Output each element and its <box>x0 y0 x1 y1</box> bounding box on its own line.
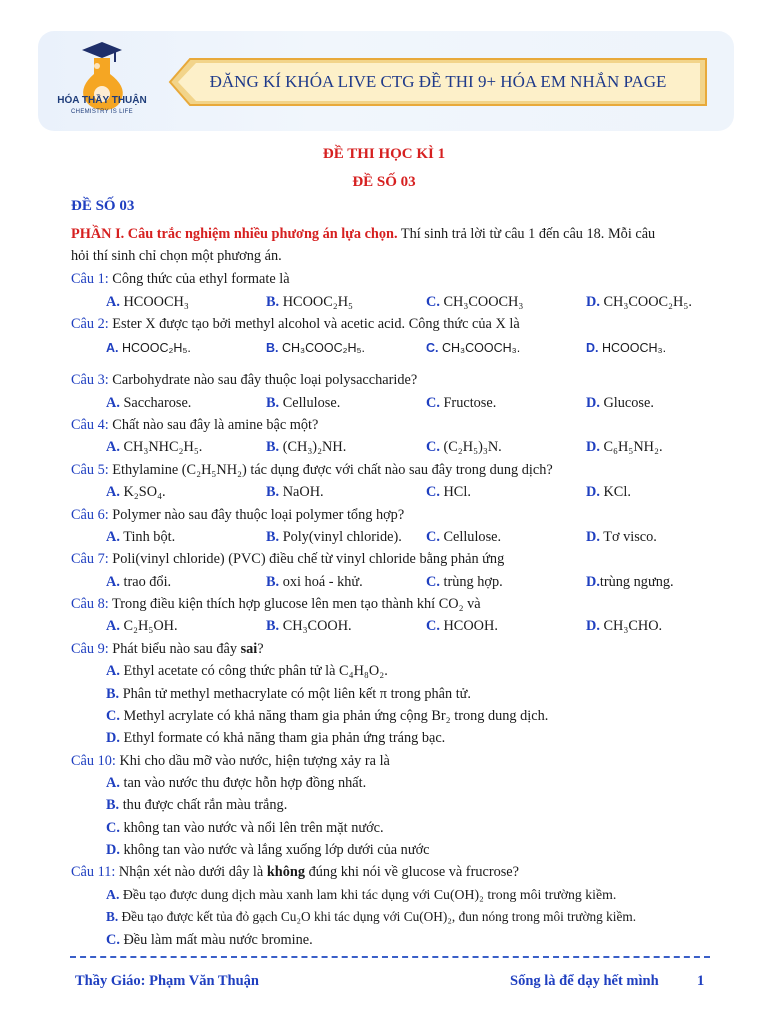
logo-subtitle: CHEMISTRY IS LIFE <box>71 109 133 115</box>
question-label: Câu 4: <box>71 417 109 433</box>
question-8 <box>71 596 481 613</box>
option-a: A. Tinh bột. <box>106 529 176 545</box>
question-text: Carbohydrate nào sau đây thuộc loại polysaccharide? <box>108 372 418 388</box>
option-d: D. Ethyl formate có khả năng tham gia phản ứng tráng bạc. <box>106 730 446 746</box>
banner-text: ĐĂNG KÍ KHÓA LIVE CTG ĐỀ THI 9+ HÓA EM NHẮN PAGE <box>209 72 667 91</box>
option-c: C. không tan vào nước và nổi lên trên mặt nước. <box>106 820 384 836</box>
footer-divider <box>70 956 710 958</box>
question-label: Câu 1: <box>71 271 109 287</box>
question-text: Ethylamine (C₂H₅NH₂) tác dụng được với chất nào sau đây trong dung dịch? <box>108 462 553 478</box>
option-a: A. trao đổi. <box>106 574 172 590</box>
option-c: C. CH₃COOCH₃ <box>426 294 524 310</box>
option-a: A. Ethyl acetate có công thức phân tử là C₄H₈O₂. <box>106 663 388 679</box>
option-b: B. thu được chất rắn màu trắng. <box>106 797 288 813</box>
option-c: C. (C₂H₅)₃N. <box>426 439 502 455</box>
question-text: Công thức của ethyl formate là <box>108 271 290 287</box>
option-d: D. CH₃COOC₂H₅. <box>586 294 692 310</box>
option-b: B. oxi hoá - khử. <box>266 574 363 590</box>
option-d: D. CH₃CHO. <box>586 618 663 634</box>
question-2 <box>71 316 520 333</box>
option-c: C. trùng hợp. <box>426 574 503 590</box>
option-b: B. Đều tạo được kết tủa đỏ gạch Cu₂O khi tác dụng với Cu(OH)₂, đun nóng trong môi trường kiềm. <box>106 909 637 924</box>
option-d: D. Tơ visco. <box>586 529 657 545</box>
option-d: D. C₆H₅NH₂. <box>586 439 663 455</box>
option-c: C. Methyl acrylate có khả năng tham gia phản ứng cộng Br₂ trong dung dịch. <box>106 708 549 724</box>
option-b: B. Poly(vinyl chloride). <box>266 529 402 545</box>
question-label: Câu 8: <box>71 596 109 612</box>
question-label: Câu 5: <box>71 462 109 478</box>
question-text: Poli(vinyl chloride) (PVC) điều chế từ vinyl chloride bằng phản ứng <box>108 551 505 567</box>
footer-teacher: Thầy Giáo: Phạm Văn Thuận <box>75 973 259 989</box>
option-c: C. HCOOH. <box>426 618 498 634</box>
exam-title: ĐỀ THI HỌC KÌ 1 <box>322 146 446 162</box>
option-b: B. CH₃COOC₂H₅. <box>266 341 366 355</box>
option-b: B. CH₃COOH. <box>266 618 352 634</box>
option-c: C. HCl. <box>426 484 471 500</box>
question-label: Câu 6: <box>71 507 109 523</box>
option-a: A. Đều tạo được dung dịch màu xanh lam khi tác dụng với Cu(OH)₂ trong môi trường kiềm. <box>106 887 617 902</box>
option-c: C. CH₃COOCH₃. <box>426 341 521 355</box>
question-4 <box>71 417 318 434</box>
part1-instr-cont: hỏi thí sinh chỉ chọn một phương án. <box>71 248 282 264</box>
part1-label: PHẦN I. Câu trắc nghiệm nhiều phương án lựa chọn. <box>71 226 398 242</box>
question-1 <box>71 271 290 288</box>
option-b: B. (CH₃)₂NH. <box>266 439 347 455</box>
question-label: Câu 3: <box>71 372 109 388</box>
part1-instruction <box>71 226 655 243</box>
question-9: Câu 9: Phát biểu nào sau đây sai? <box>71 641 264 657</box>
question-5 <box>71 462 553 479</box>
question-11: Câu 11: Nhận xét nào dưới dây là không đúng khi nói về glucose và frucrose? <box>71 864 519 880</box>
option-a: A. C₂H₅OH. <box>106 618 178 634</box>
exam-number: ĐỀ SỐ 03 <box>352 174 416 190</box>
question-6 <box>71 507 404 524</box>
part1-instr: Thí sinh trả lời từ câu 1 đến câu 18. Mỗi câu <box>397 226 656 242</box>
option-a: A. HCOOCH₃ <box>106 294 189 310</box>
option-d: D. HCOOCH₃. <box>586 341 667 355</box>
option-d: D.trùng ngưng. <box>586 574 674 590</box>
option-b: B. HCOOC₂H₅ <box>266 294 354 310</box>
question-label: Câu 2: <box>71 316 109 332</box>
option-a: A. tan vào nước thu được hỗn hợp đồng nhất. <box>106 775 367 791</box>
option-c: C. Fructose. <box>426 395 497 411</box>
question-7 <box>71 551 504 568</box>
option-d: D. Glucose. <box>586 395 654 411</box>
question-text: Trong điều kiện thích hợp glucose lên men tạo thành khí CO₂ và <box>108 596 481 612</box>
option-c: C. Cellulose. <box>426 529 502 545</box>
option-c: C. Đều làm mất màu nước bromine. <box>106 932 313 948</box>
question-text: Chất nào sau đây là amine bậc một? <box>108 417 319 433</box>
question-label: Câu 7: <box>71 551 109 567</box>
question-3 <box>71 372 417 389</box>
option-a: A. K₂SO₄. <box>106 484 166 500</box>
question-text: Ester X được tạo bởi methyl alcohol và acetic acid. Công thức của X là <box>108 316 520 332</box>
option-d: D. không tan vào nước và lắng xuống lớp dưới của nước <box>106 842 430 858</box>
option-d: D. KCl. <box>586 484 631 500</box>
question-10: Câu 10: Khi cho dầu mỡ vào nước, hiện tượng xảy ra là <box>71 753 390 769</box>
option-b: B. NaOH. <box>266 484 324 500</box>
page-number: 1 <box>697 973 705 989</box>
option-a: A. HCOOC₂H₅. <box>106 341 191 355</box>
question-text: Polymer nào sau đây thuộc loại polymer tổng hợp? <box>108 507 405 523</box>
footer-motto: Sống là để dạy hết mình <box>510 973 659 989</box>
option-a: A. CH₃NHC₂H₅. <box>106 439 203 455</box>
option-b: B. Cellulose. <box>266 395 341 411</box>
option-a: A. Saccharose. <box>106 395 192 411</box>
logo-title: HÓA THẦY THUẬN <box>57 95 147 106</box>
exam-code: ĐỀ SỐ 03 <box>71 198 135 214</box>
option-b: B. Phân tử methyl methacrylate có một liên kết π trong phân tử. <box>106 686 471 702</box>
